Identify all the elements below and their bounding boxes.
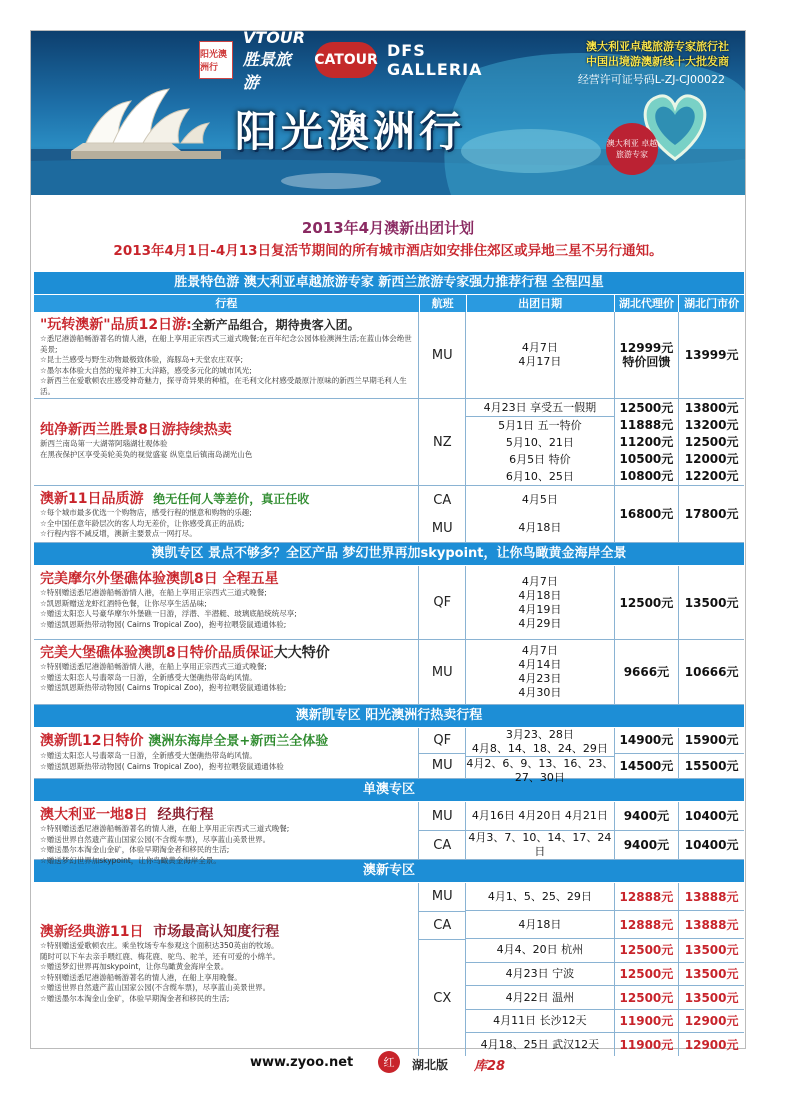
departure-dates: 3月23、28日 4月8、14、18、24、29日 xyxy=(466,728,613,757)
departure-date: 4月23日 享受五一假期 xyxy=(466,399,613,417)
header-airline: 航班 xyxy=(420,295,467,312)
agent-price: 10800元 xyxy=(619,469,674,484)
header-route: 行程 xyxy=(34,295,420,312)
section-band: 澳凯专区 景点不够多？全区产品 梦幻世界再加skypoint，让你鸟瞰黄金海岸全景 xyxy=(34,543,744,566)
route-title: 纯净新西兰胜景8日游持续热卖 xyxy=(40,422,232,438)
retail-price: 13500元 xyxy=(679,986,744,1010)
agent-price: 12500元 xyxy=(619,400,674,415)
airline-code: CA xyxy=(433,837,452,853)
agent-price: 12888元 xyxy=(615,911,679,939)
departure-date: 4月4、20日 杭州 xyxy=(466,939,613,963)
retail-price: 13888元 xyxy=(679,911,744,939)
agent-price: 11900元 xyxy=(619,1037,674,1052)
retail-price: 10400元 xyxy=(684,838,739,852)
red-seal-mark: 红 xyxy=(378,1051,400,1073)
agent-price: 12500元 xyxy=(615,939,679,963)
airline-code: MU xyxy=(419,883,465,912)
edition-label: 湖北版 xyxy=(412,1058,449,1072)
agent-price: 11200元 xyxy=(619,435,674,449)
agent-price: 12888元 xyxy=(615,883,679,911)
retail-price: 13500元 xyxy=(679,939,744,963)
departure-date: 4月11日 长沙12天 xyxy=(466,1010,613,1034)
airline-code: QF xyxy=(433,595,452,610)
retail-price: 12900元 xyxy=(684,1037,739,1052)
catour-logo: CATOUR xyxy=(315,42,377,78)
route-title: 澳大利亚一地8日 xyxy=(40,807,148,823)
agency-tagline: 澳大利亚卓越旅游专家旅行社 中国出境游澳新线十大批发商 xyxy=(586,40,729,68)
route-subtitle: 绝无任何人等差价，真正任收 xyxy=(153,492,310,506)
agent-price: 9666元 xyxy=(623,665,670,679)
route-cell xyxy=(34,802,419,865)
table-row xyxy=(34,640,744,705)
retail-price: 12900元 xyxy=(679,1010,744,1034)
departure-date: 4月16日 4月20日 4月21日 xyxy=(466,802,613,831)
departure-dates: 4月7日 4月18日 4月19日 4月29日 xyxy=(518,574,562,630)
route-title: 完美摩尔外堡礁体验澳凯8日 全程五星 xyxy=(40,571,279,587)
route-cell xyxy=(34,566,419,639)
route-subtitle: 大大特价 xyxy=(273,645,330,661)
departure-date: 4月3、7、10、14、17、24日 xyxy=(468,831,612,858)
route-subtitle: 全新产品组合，期待贵客入团。 xyxy=(191,318,360,332)
retail-price: 13888元 xyxy=(679,883,744,911)
vtour-logo: VTOUR 胜景旅游 xyxy=(242,27,306,92)
table-row xyxy=(34,883,744,1056)
route-title: 澳新凯12日特价 xyxy=(40,733,144,749)
award-seal: 澳大利亚 卓越 旅游专家 xyxy=(606,123,658,175)
agent-price: 16800元 xyxy=(619,507,674,521)
route-description: ☆悉尼港游船畅游著名的情人港，在船上享用正宗西式三道式晚餐;在百年纪念公园体验澳洲生活;在蓝山体会绝世美景; ☆昆士兰感受与野生动物最极致体验，海豚岛+天堂农庄双享; ☆墨尔本体验大自然的鬼斧神工大洋路，感受多元化的城市风光; ☆新西兰在爱歌顿农庄感受神奇魅力，探寻奇异果的种植，在毛利文化村感受最原汁原味的新西兰早期毛利人生活。 xyxy=(40,334,412,396)
header-retail-price: 湖北门市价 xyxy=(684,297,740,310)
departure-date: 4月1、5、25、29日 xyxy=(466,883,613,911)
airline-code: CA xyxy=(419,912,465,941)
table-row xyxy=(34,486,744,543)
header-date: 出团日期 xyxy=(467,295,615,312)
tour-table xyxy=(34,272,744,1056)
departure-date: 6月5日 特价 xyxy=(509,452,571,466)
retail-price: 10666元 xyxy=(684,665,739,679)
retail-price: 15500元 xyxy=(684,758,739,773)
departure-dates: 4月7日 4月17日 xyxy=(518,341,562,368)
retail-price: 10400元 xyxy=(679,802,744,831)
route-description: 新西兰南岛第一大湖蒂阿瑙湖壮观体验 在黑夜保护区享受美轮美奂的视觉盛宴 纵览皇后镇南岛湖光山色 xyxy=(40,439,253,459)
route-subtitle: 经典行程 xyxy=(157,807,214,823)
airline-code: CX xyxy=(433,990,452,1006)
agent-price: 9400元 xyxy=(623,838,670,852)
airline-code: QF xyxy=(419,728,465,754)
route-cell xyxy=(34,312,419,398)
table-row xyxy=(34,802,744,865)
header-agent-price: 湖北代理价 xyxy=(615,295,680,312)
route-cell xyxy=(34,883,419,1056)
page-number: 库28 xyxy=(474,1059,506,1074)
section-band: 澳新凯专区 阳光澳洲行热卖行程 xyxy=(34,705,744,728)
route-cell xyxy=(34,399,419,485)
airline-code: MU xyxy=(431,758,453,774)
departure-date: 4月5日 xyxy=(521,493,558,506)
table-row xyxy=(34,566,744,640)
route-description: ☆特别赠送悉尼港游船畅游情人港，在船上享用正宗西式三道式晚餐; ☆赠送太阳恋人号翡翠岛一日游，全新感受大堡礁热带岛屿风情。 ☆赠送凯恩斯热带动物园( Cairns Tropical Zoo)，抱考拉喂袋鼠通通体验; xyxy=(40,662,287,692)
route-title: 澳新经典游11日 xyxy=(40,924,144,940)
retail-price: 13800元 xyxy=(684,400,739,415)
table-header xyxy=(34,295,744,312)
section-band: 胜景特色游 澳大利亚卓越旅游专家 新西兰旅游专家强力推荐行程 全程四星 xyxy=(34,272,744,295)
airline-code: MU xyxy=(431,347,453,363)
table-row xyxy=(34,399,744,486)
airline-code: MU xyxy=(431,520,453,536)
airline-code: NZ xyxy=(432,434,452,450)
retail-price: 12500元 xyxy=(684,435,739,449)
retail-price: 15900元 xyxy=(679,728,744,754)
departure-date: 4月18、25日 武汉12天 xyxy=(480,1037,600,1051)
departure-date: 6月10、25日 xyxy=(505,469,574,483)
table-row xyxy=(34,728,744,784)
retail-price: 17800元 xyxy=(684,507,739,521)
agent-price: 12500元 xyxy=(615,986,679,1010)
route-title: "玩转澳新"品质12日游: xyxy=(40,317,192,333)
airline-code: MU xyxy=(431,664,453,680)
route-subtitle: 澳洲东海岸全景+新西兰全体验 xyxy=(148,734,329,749)
retail-price: 13500元 xyxy=(684,595,739,610)
retail-price: 13999元 xyxy=(684,348,739,362)
website-url[interactable]: www.zyoo.net xyxy=(250,1055,354,1070)
route-description: ☆赠送太阳恋人号翡翠岛一日游，全新感受大堡礁热带岛屿风情。 ☆赠送凯恩斯热带动物园( Cairns Tropical Zoo)，抱考拉喂袋鼠通通体验 xyxy=(40,751,284,771)
agent-price: 11888元 xyxy=(619,417,674,432)
departure-date: 4月22日 温州 xyxy=(466,986,613,1010)
license-number: 经营许可证号码L-ZJ-CJ00022 xyxy=(577,73,725,86)
departure-date: 5月10、21日 xyxy=(505,435,574,449)
route-description: ☆每个城市最多优选一个购物店，感受行程的惬意和购物的乐趣; ☆全中国任意年龄层次的客人均无差价，让你感受真正的品质; ☆行程内容不减反增，澳新主要景点一网打尽。 xyxy=(40,508,252,538)
airline-code: CA xyxy=(433,492,452,508)
departure-date: 4月2、6、9、13、16、23、27、30日 xyxy=(466,757,614,784)
banner xyxy=(31,27,745,195)
plan-title: 2013年4月澳新出团计划 xyxy=(301,219,475,237)
easter-notice: 2013年4月1日-4月13日复活节期间的所有城市酒店如安排住郊区或异地三星不另行通知。 xyxy=(113,243,663,259)
table-row xyxy=(34,312,744,399)
departure-date: 4月23日 宁波 xyxy=(466,963,613,987)
agent-price: 9400元 xyxy=(615,802,679,831)
agent-price: 14500元 xyxy=(619,758,674,773)
agent-price: 12999元 特价回馈 xyxy=(619,341,674,369)
route-description: ☆特别赠送爱歌顿农庄。乘坐牧场专车参观这个面积达350英亩的牧场。 随时可以下车去亲手喂红鹿、梅花鹿、驼鸟、驼羊，还有可爱的小绵羊。 ☆赠送梦幻世界再加skypoint，让你鸟瞰黄金海岸全景。 ☆特别赠送悉尼港游船畅游著名的情人港，在船上享用晚餐。 ☆赠送世界自然遗产蓝山国家公园(不含缆车票)，尽享蓝山美景世界。 ☆赠送墨尔本淘金山金矿，体验早期淘金者和移民的生活; xyxy=(40,941,280,1003)
route-description: ☆特别赠送悉尼港游船畅游情人港，在船上享用正宗西式三道式晚餐; ☆凯恩斯赠送龙虾红酒特色餐，让你尽享生活品味; ☆赠送太阳恋人号豪华摩尔外堡礁一日游，浮潜、半潜艇、玻璃底船统统尽享; ☆赠送凯恩斯热带动物园( Cairns Tropical Zoo)，抱考拉喂袋鼠通通体验; xyxy=(40,588,297,629)
section-band: 单澳专区 xyxy=(34,779,744,802)
route-cell xyxy=(34,640,419,704)
route-cell xyxy=(34,486,419,542)
agent-price: 14900元 xyxy=(615,728,679,754)
departure-date: 4月18日 xyxy=(466,911,613,939)
departure-date: 4月18日 xyxy=(518,521,562,534)
route-description: ☆特别赠送悉尼港游船畅游著名的情人港，在船上享用正宗西式三道式晚餐; ☆赠送世界自然遗产蓝山国家公园(不含缆车票)，尽享蓝山美景世界。 ☆赠送墨尔本淘金山金矿，体验早期淘金者和移民的生活; ☆赠送梦幻世界加skypoint，让你鸟瞰黄金海岸全景。 xyxy=(40,824,290,865)
departure-date: 5月1日 五一特价 xyxy=(498,418,582,432)
route-title: 完美大堡礁体验澳凯8日特价品质保证 xyxy=(40,645,274,661)
agent-price: 11900元 xyxy=(615,1010,679,1034)
route-title: 澳新11日品质游 xyxy=(40,491,144,507)
route-cell xyxy=(34,728,419,778)
retail-price: 12000元 xyxy=(684,452,739,467)
section-band: 澳新专区 xyxy=(34,860,744,883)
brand-title: 阳光澳洲行 xyxy=(235,107,466,156)
route-subtitle: 市场最高认知度行程 xyxy=(153,924,280,940)
dfs-galleria-logo: DFS GALLERIA xyxy=(387,41,483,79)
sunshine-logo: 阳光澳洲行 xyxy=(199,41,233,79)
retail-price: 13200元 xyxy=(684,417,739,432)
agent-price: 12500元 xyxy=(619,595,674,610)
retail-price: 13500元 xyxy=(679,963,744,987)
departure-dates: 4月7日 4月14日 4月23日 4月30日 xyxy=(518,644,562,699)
agent-price: 12500元 xyxy=(615,963,679,987)
airline-code: MU xyxy=(419,802,465,831)
retail-price: 12200元 xyxy=(684,469,739,484)
agent-price: 10500元 xyxy=(619,452,674,467)
brochure-page xyxy=(30,27,746,1052)
